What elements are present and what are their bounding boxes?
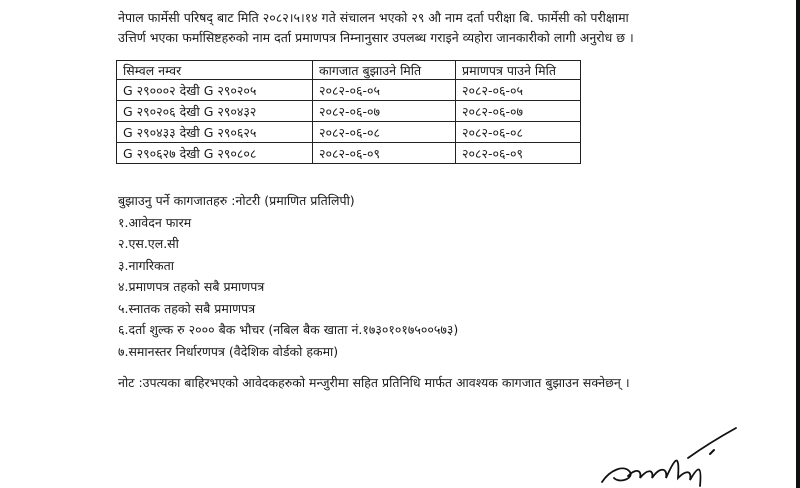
page-edge <box>796 0 800 488</box>
table-header-row <box>117 61 581 80</box>
list-item: १.आवेदन फारम <box>118 214 192 230</box>
cell-symbol-range: G २९०६२७ देखी G २९०८०८ <box>117 143 313 164</box>
intro-line-2: उत्तिर्ण भएका फर्मासिष्टहरुको नाम दर्ता प्रमाणपत्र निम्नानुसार उपलब्ध गराइने व्यहोरा जानकारीको लागी अनुरोध छ । <box>118 30 634 45</box>
note-text: नोट :उपत्यका बाहिरभएको आवेदकहरुको मन्जुरीमा सहित प्रतिनिधि मार्फत आवश्यक कागजात बुझाउन सक्नेछन् । <box>118 375 630 390</box>
schedule-table <box>116 60 581 164</box>
list-item: ६.दर्ता शुल्क रु २००० बैक भौचर (नबिल बैक खाता नं.१७३०१०१७५००५७३) <box>118 322 459 337</box>
table-row <box>117 101 581 122</box>
list-item: ७.समानस्तर निर्धारणपत्र (वैदेशिक वोर्डको हकमा) <box>118 343 339 359</box>
signature <box>590 420 740 488</box>
cell-submit-date: २०८२-०६-०५ <box>313 80 456 101</box>
required-documents <box>118 190 458 362</box>
cell-receive-date: २०८२-०६-०७ <box>456 101 581 122</box>
cell-receive-date: २०८२-०६-०५ <box>456 80 581 101</box>
cell-submit-date: २०८२-०६-०७ <box>313 101 456 122</box>
cell-symbol-range: G २९०२०६ देखी G २९०४३२ <box>117 101 313 122</box>
intro-paragraph <box>118 8 758 48</box>
documents-heading: बुझाउनु पर्ने कागजातहरु :नोटरी (प्रमाणित प्रतिलिपी) <box>118 193 355 208</box>
list-item: ३.नागरिकता <box>118 257 174 273</box>
cell-receive-date: २०८२-०६-०९ <box>456 143 581 164</box>
header-receive-date: प्रमाणपत्र पाउने मिति <box>456 61 581 80</box>
list-item: ५.स्नातक तहको सबै प्रमाणपत्र <box>118 300 256 316</box>
table-row <box>117 143 581 164</box>
header-submit-date: कागजात बुझाउने मिति <box>313 61 456 80</box>
table-row <box>117 80 581 101</box>
list-item: २.एस.एल.सी <box>118 236 179 251</box>
header-symbol-number: सिम्वल नम्वर <box>117 61 313 80</box>
list-item: ४.प्रमाणपत्र तहको सबै प्रमाणपत्र <box>118 279 265 294</box>
cell-submit-date: २०८२-०६-०८ <box>313 122 456 143</box>
intro-line-1: नेपाल फार्मेसी परिषद् बाट मिति २०८२।५।१४ गते संचालन भएको २९ औ नाम दर्ता परीक्षा बि. फार्मेसी को परीक्षामा <box>118 10 629 25</box>
table-row <box>117 122 581 143</box>
cell-receive-date: २०८२-०६-०८ <box>456 122 581 143</box>
cell-symbol-range: G २९०००२ देखी G २९०२०५ <box>117 80 313 101</box>
cell-symbol-range: G २९०४३३ देखी G २९०६२५ <box>117 122 313 143</box>
cell-submit-date: २०८२-०६-०९ <box>313 143 456 164</box>
